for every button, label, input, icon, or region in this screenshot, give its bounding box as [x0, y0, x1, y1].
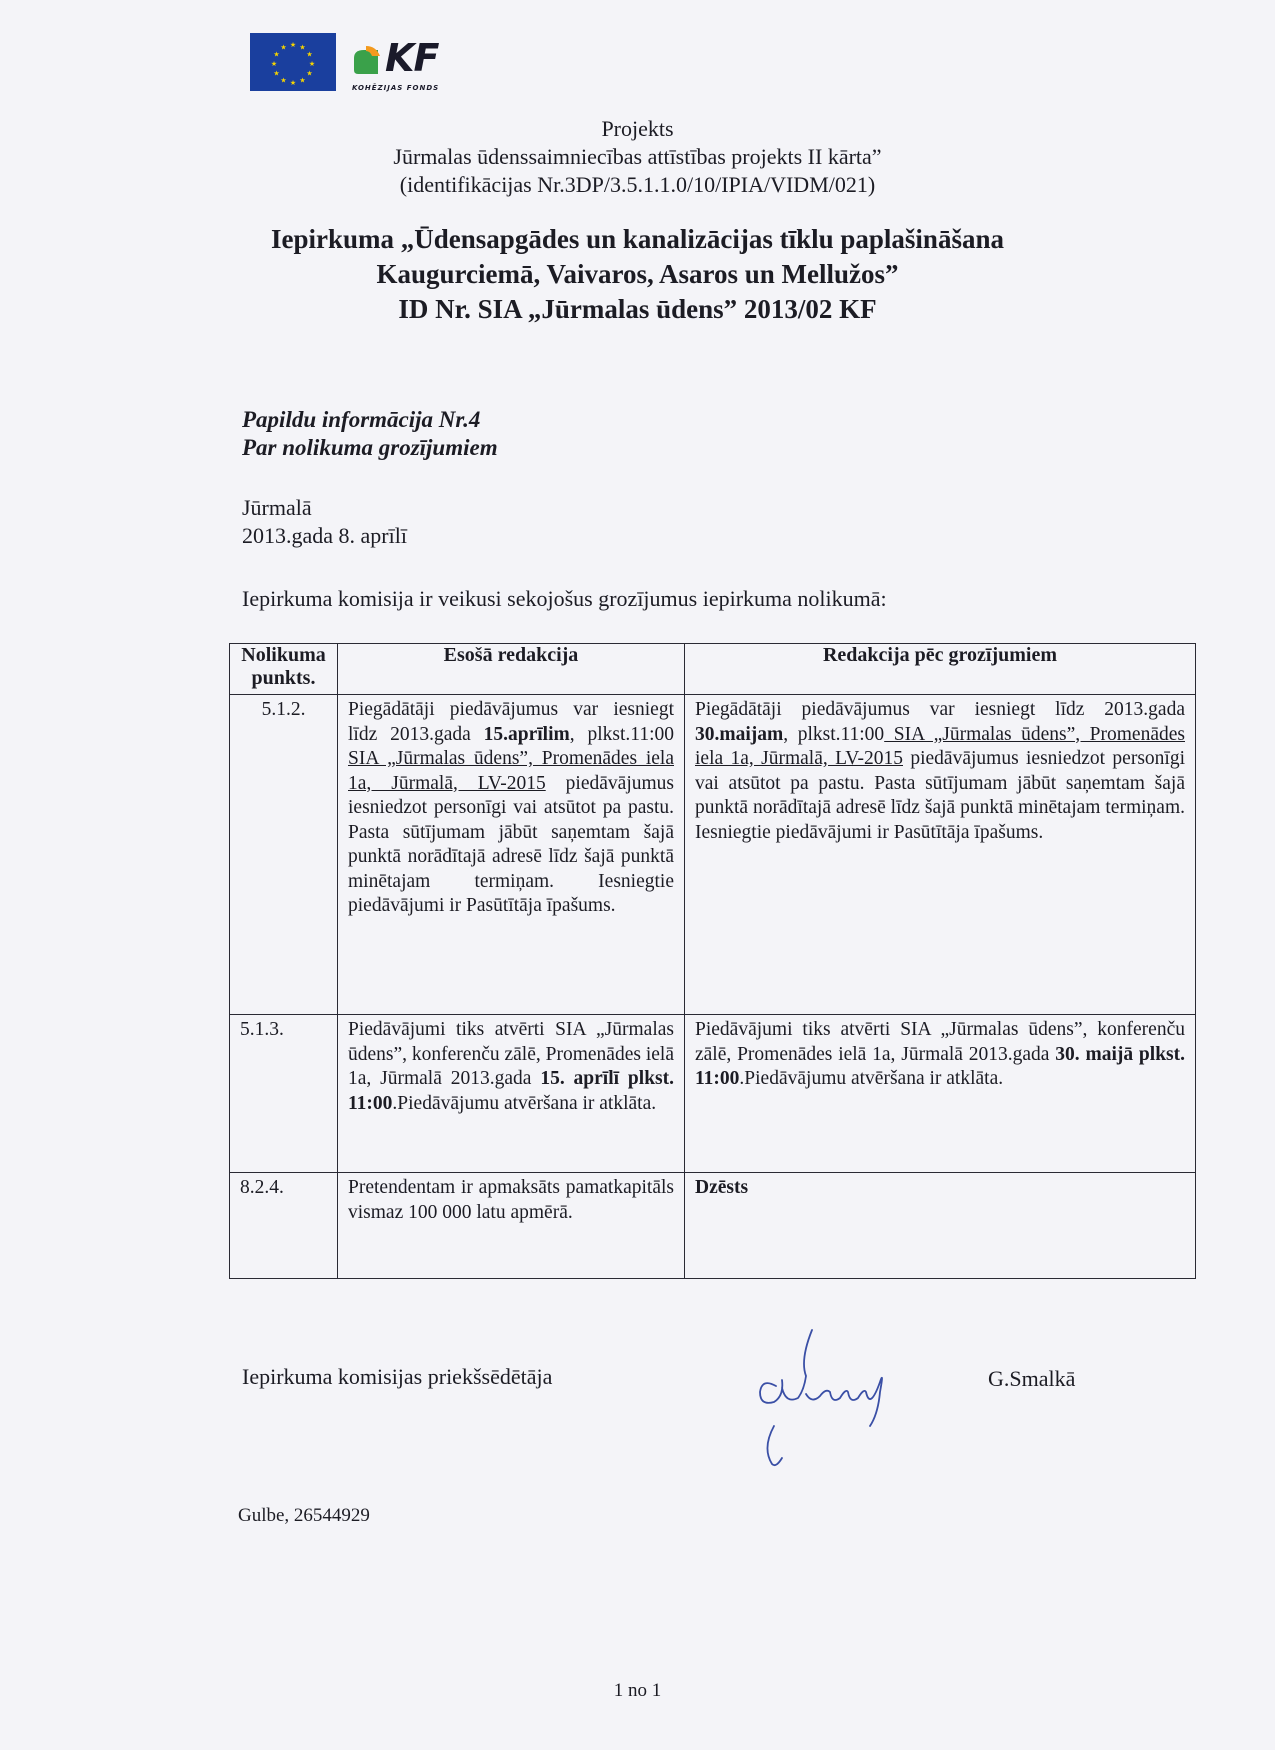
- document-title-line3: ID Nr. SIA „Jūrmalas ūdens” 2013/02 KF: [398, 294, 877, 324]
- table-row: [230, 695, 1196, 1015]
- date: 2013.gada 8. aprīlī: [242, 523, 407, 548]
- contact-info: Gulbe, 26544929: [238, 1505, 370, 1526]
- project-id: (identifikācijas Nr.3DP/3.5.1.1.0/10/IPIA/VIDM/021): [399, 172, 876, 197]
- row-point: 5.1.2.: [230, 695, 338, 1015]
- table-row: [230, 1015, 1196, 1173]
- info-heading: Papildu informācija Nr.4: [242, 407, 481, 432]
- row-amended-text: Piegādātāji piedāvājumus var iesniegt līdz 2013.gada 30.maijam, plkst.11:00 SIA „Jūrmalas ūdens”, Promenādes iela 1a, Jūrmalā, LV-2015 piedāvājumus iesniedzot personīgi vai atsūtot pa pastu. Pasta sūtījumam jābūt saņemtam šajā punktā norādītajā adresē līdz šajā punktā minētajam termiņam. Iesniegtie piedāvājumi ir Pasūtītāja īpašums.: [685, 695, 1196, 1015]
- project-name: Jūrmalas ūdenssaimniecības attīstības projekts II kārta”: [393, 144, 882, 169]
- handwritten-signature: [740, 1318, 930, 1478]
- row-point: 5.1.3.: [230, 1015, 338, 1173]
- svg-text:★: ★: [289, 79, 297, 87]
- svg-text:★: ★: [299, 76, 306, 85]
- row-amended-text: Piedāvājumi tiks atvērti SIA „Jūrmalas ūdens”, konferenču zālē, Promenādes ielā 1a, Jūrmalā 2013.gada 30. maijā plkst. 11:00.Piedāvājumu atvēršana ir atklāta.: [685, 1015, 1196, 1173]
- signatory-role: Iepirkuma komisijas priekšsēdētāja: [242, 1364, 553, 1389]
- svg-text:★: ★: [280, 76, 287, 85]
- document-title-line2: Kaugurciemā, Vaivaros, Asaros un Mellužos”: [376, 259, 899, 289]
- svg-text:★: ★: [280, 43, 287, 52]
- intro-text: Iepirkuma komisija ir veikusi sekojošus grozījumus iepirkuma nolikumā:: [242, 586, 887, 611]
- project-label: Projekts: [601, 116, 674, 141]
- eu-flag-logo: [250, 33, 336, 91]
- kf-logo-subtext: KOHĒZIJAS FONDS: [352, 84, 440, 92]
- svg-text:★: ★: [270, 60, 278, 68]
- table-header-row: [230, 644, 1196, 695]
- svg-text:★: ★: [289, 41, 297, 49]
- page-number: 1 no 1: [613, 1680, 662, 1701]
- svg-text:★: ★: [273, 69, 280, 78]
- svg-text:★: ★: [306, 50, 313, 59]
- kf-logo-text: KF: [385, 36, 439, 80]
- svg-text:★: ★: [306, 69, 313, 78]
- row-amended-text: Dzēsts: [685, 1173, 1196, 1279]
- kf-logo: [352, 36, 462, 100]
- signatory-name: G.Smalkā: [988, 1366, 1076, 1391]
- info-subheading: Par nolikuma grozījumiem: [242, 435, 498, 460]
- svg-text:★: ★: [299, 43, 306, 52]
- eu-stars-icon: [250, 33, 336, 91]
- column-header-amended: Redakcija pēc grozījumiem: [685, 644, 1196, 695]
- svg-text:★: ★: [273, 50, 280, 59]
- row-current-text: Piegādātāji piedāvājumus var iesniegt līdz 2013.gada 15.aprīlim, plkst.11:00 SIA „Jūrmalas ūdens”, Promenādes iela 1a, Jūrmalā, LV-2015 piedāvājumus iesniedzot personīgi vai atsūtot pa pastu. Pasta sūtījumam jābūt saņemtam šajā punktā norādītajā adresē līdz šajā punktā minētajam termiņam. Iesniegtie piedāvājumi ir Pasūtītāja īpašums.: [338, 695, 685, 1015]
- svg-text:★: ★: [308, 60, 316, 68]
- row-current-text: Piedāvājumi tiks atvērti SIA „Jūrmalas ūdens”, konferenču zālē, Promenādes ielā 1a, Jūrmalā 2013.gada 15. aprīlī plkst. 11:00.Piedāvājumu atvēršana ir atklāta.: [338, 1015, 685, 1173]
- amendments-table: [229, 643, 1196, 1279]
- row-point: 8.2.4.: [230, 1173, 338, 1279]
- kf-drop-icon: [352, 44, 382, 76]
- document-title-line1: Iepirkuma „Ūdensapgādes un kanalizācijas tīklu paplašināšana: [271, 224, 1004, 254]
- column-header-point: Nolikuma punkts.: [230, 644, 338, 695]
- table-row: [230, 1173, 1196, 1279]
- place: Jūrmalā: [242, 495, 312, 520]
- column-header-current: Esošā redakcija: [338, 644, 685, 695]
- row-current-text: Pretendentam ir apmaksāts pamatkapitāls vismaz 100 000 latu apmērā.: [338, 1173, 685, 1279]
